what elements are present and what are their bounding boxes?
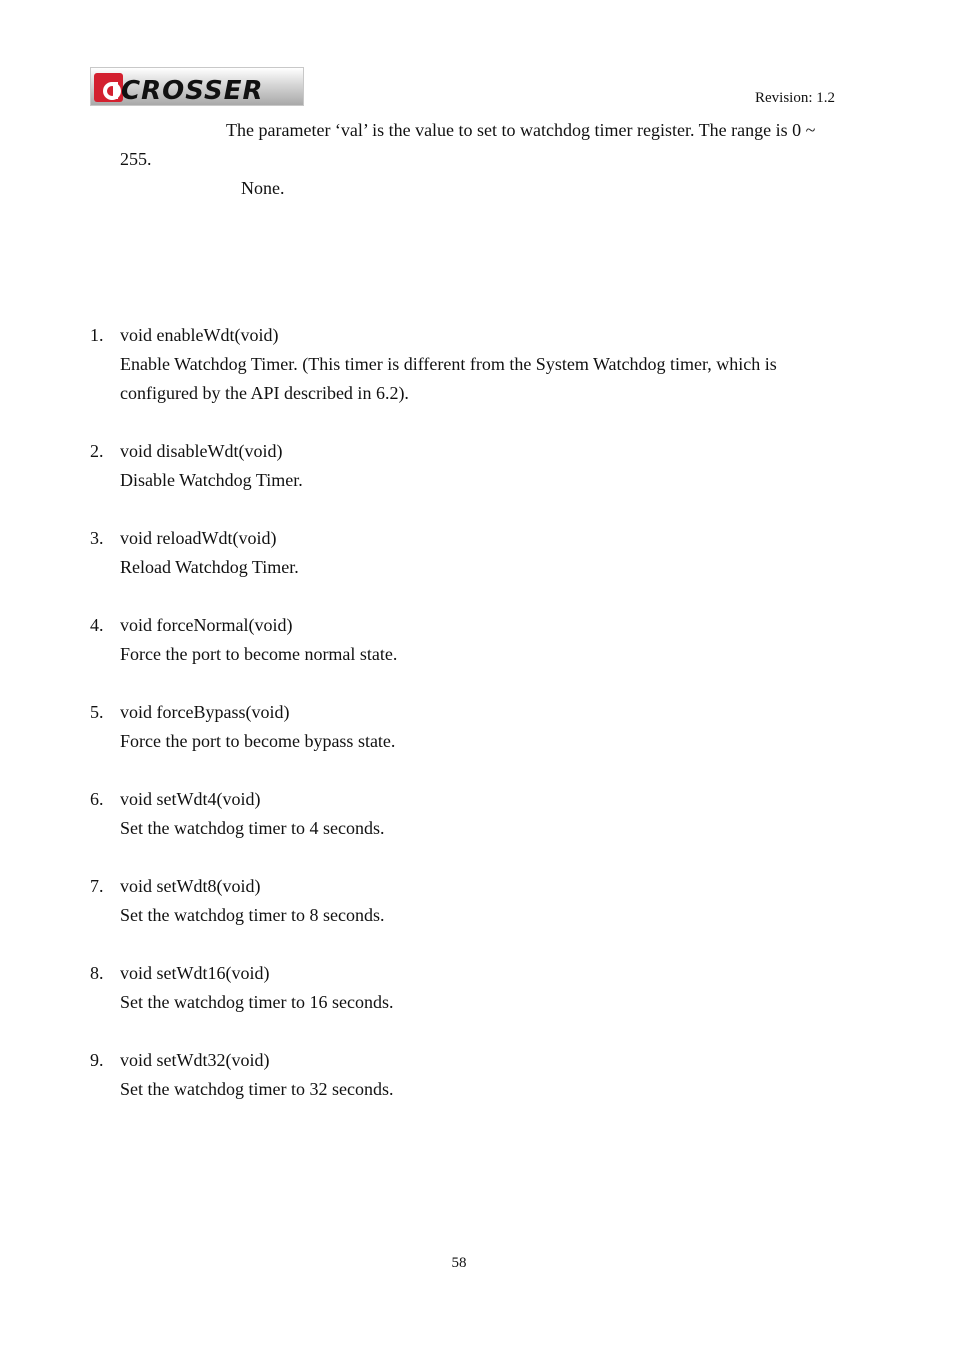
function-description: Reload Watchdog Timer. — [120, 557, 299, 577]
list-item — [90, 437, 870, 524]
item-number: 8. — [90, 963, 104, 983]
function-signature: void disableWdt(void) — [120, 441, 283, 461]
api-function-list — [90, 321, 870, 1133]
item-number: 7. — [90, 876, 104, 896]
function-description: Set the watchdog timer to 8 seconds. — [120, 905, 385, 925]
acrosser-logo-mark — [91, 68, 304, 106]
logo-text: CROSSER — [121, 76, 264, 106]
parameter-description-line1: The parameter ‘val’ is the value to set to watchdog timer register. The range is 0 ~ — [226, 120, 816, 140]
list-item — [90, 1046, 870, 1133]
item-number: 6. — [90, 789, 104, 809]
function-description: Set the watchdog timer to 32 seconds. — [120, 1079, 394, 1099]
item-number: 5. — [90, 702, 104, 722]
function-signature: void enableWdt(void) — [120, 325, 279, 345]
item-number: 1. — [90, 325, 104, 345]
function-description: Set the watchdog timer to 4 seconds. — [120, 818, 385, 838]
function-signature: void setWdt32(void) — [120, 1050, 270, 1070]
function-description: Enable Watchdog Timer. (This timer is different from the System Watchdog timer, which is — [120, 354, 777, 374]
function-signature: void setWdt8(void) — [120, 876, 261, 896]
function-description: Force the port to become bypass state. — [120, 731, 396, 751]
list-item — [90, 524, 870, 611]
item-number: 2. — [90, 441, 104, 461]
item-number: 4. — [90, 615, 104, 635]
function-signature: void reloadWdt(void) — [120, 528, 277, 548]
function-signature: void forceNormal(void) — [120, 615, 293, 635]
function-signature: void forceBypass(void) — [120, 702, 290, 722]
page-number: 58 — [451, 1255, 467, 1271]
function-description: configured by the API described in 6.2). — [120, 383, 409, 403]
item-number: 9. — [90, 1050, 104, 1070]
item-number: 3. — [90, 528, 104, 548]
list-item — [90, 698, 870, 785]
list-item — [90, 785, 870, 872]
function-signature: void setWdt4(void) — [120, 789, 261, 809]
function-description: Set the watchdog timer to 16 seconds. — [120, 992, 394, 1012]
function-description: Disable Watchdog Timer. — [120, 470, 303, 490]
function-signature: void setWdt16(void) — [120, 963, 270, 983]
list-item — [90, 872, 870, 959]
acrosser-logo — [90, 67, 304, 106]
list-item — [90, 321, 870, 437]
list-item — [90, 611, 870, 698]
revision-label: Revision: 1.2 — [755, 90, 836, 106]
list-item — [90, 959, 870, 1046]
parameter-description-line2: 255. — [120, 149, 152, 169]
return-value: None. — [241, 178, 285, 198]
function-description: Force the port to become normal state. — [120, 644, 398, 664]
